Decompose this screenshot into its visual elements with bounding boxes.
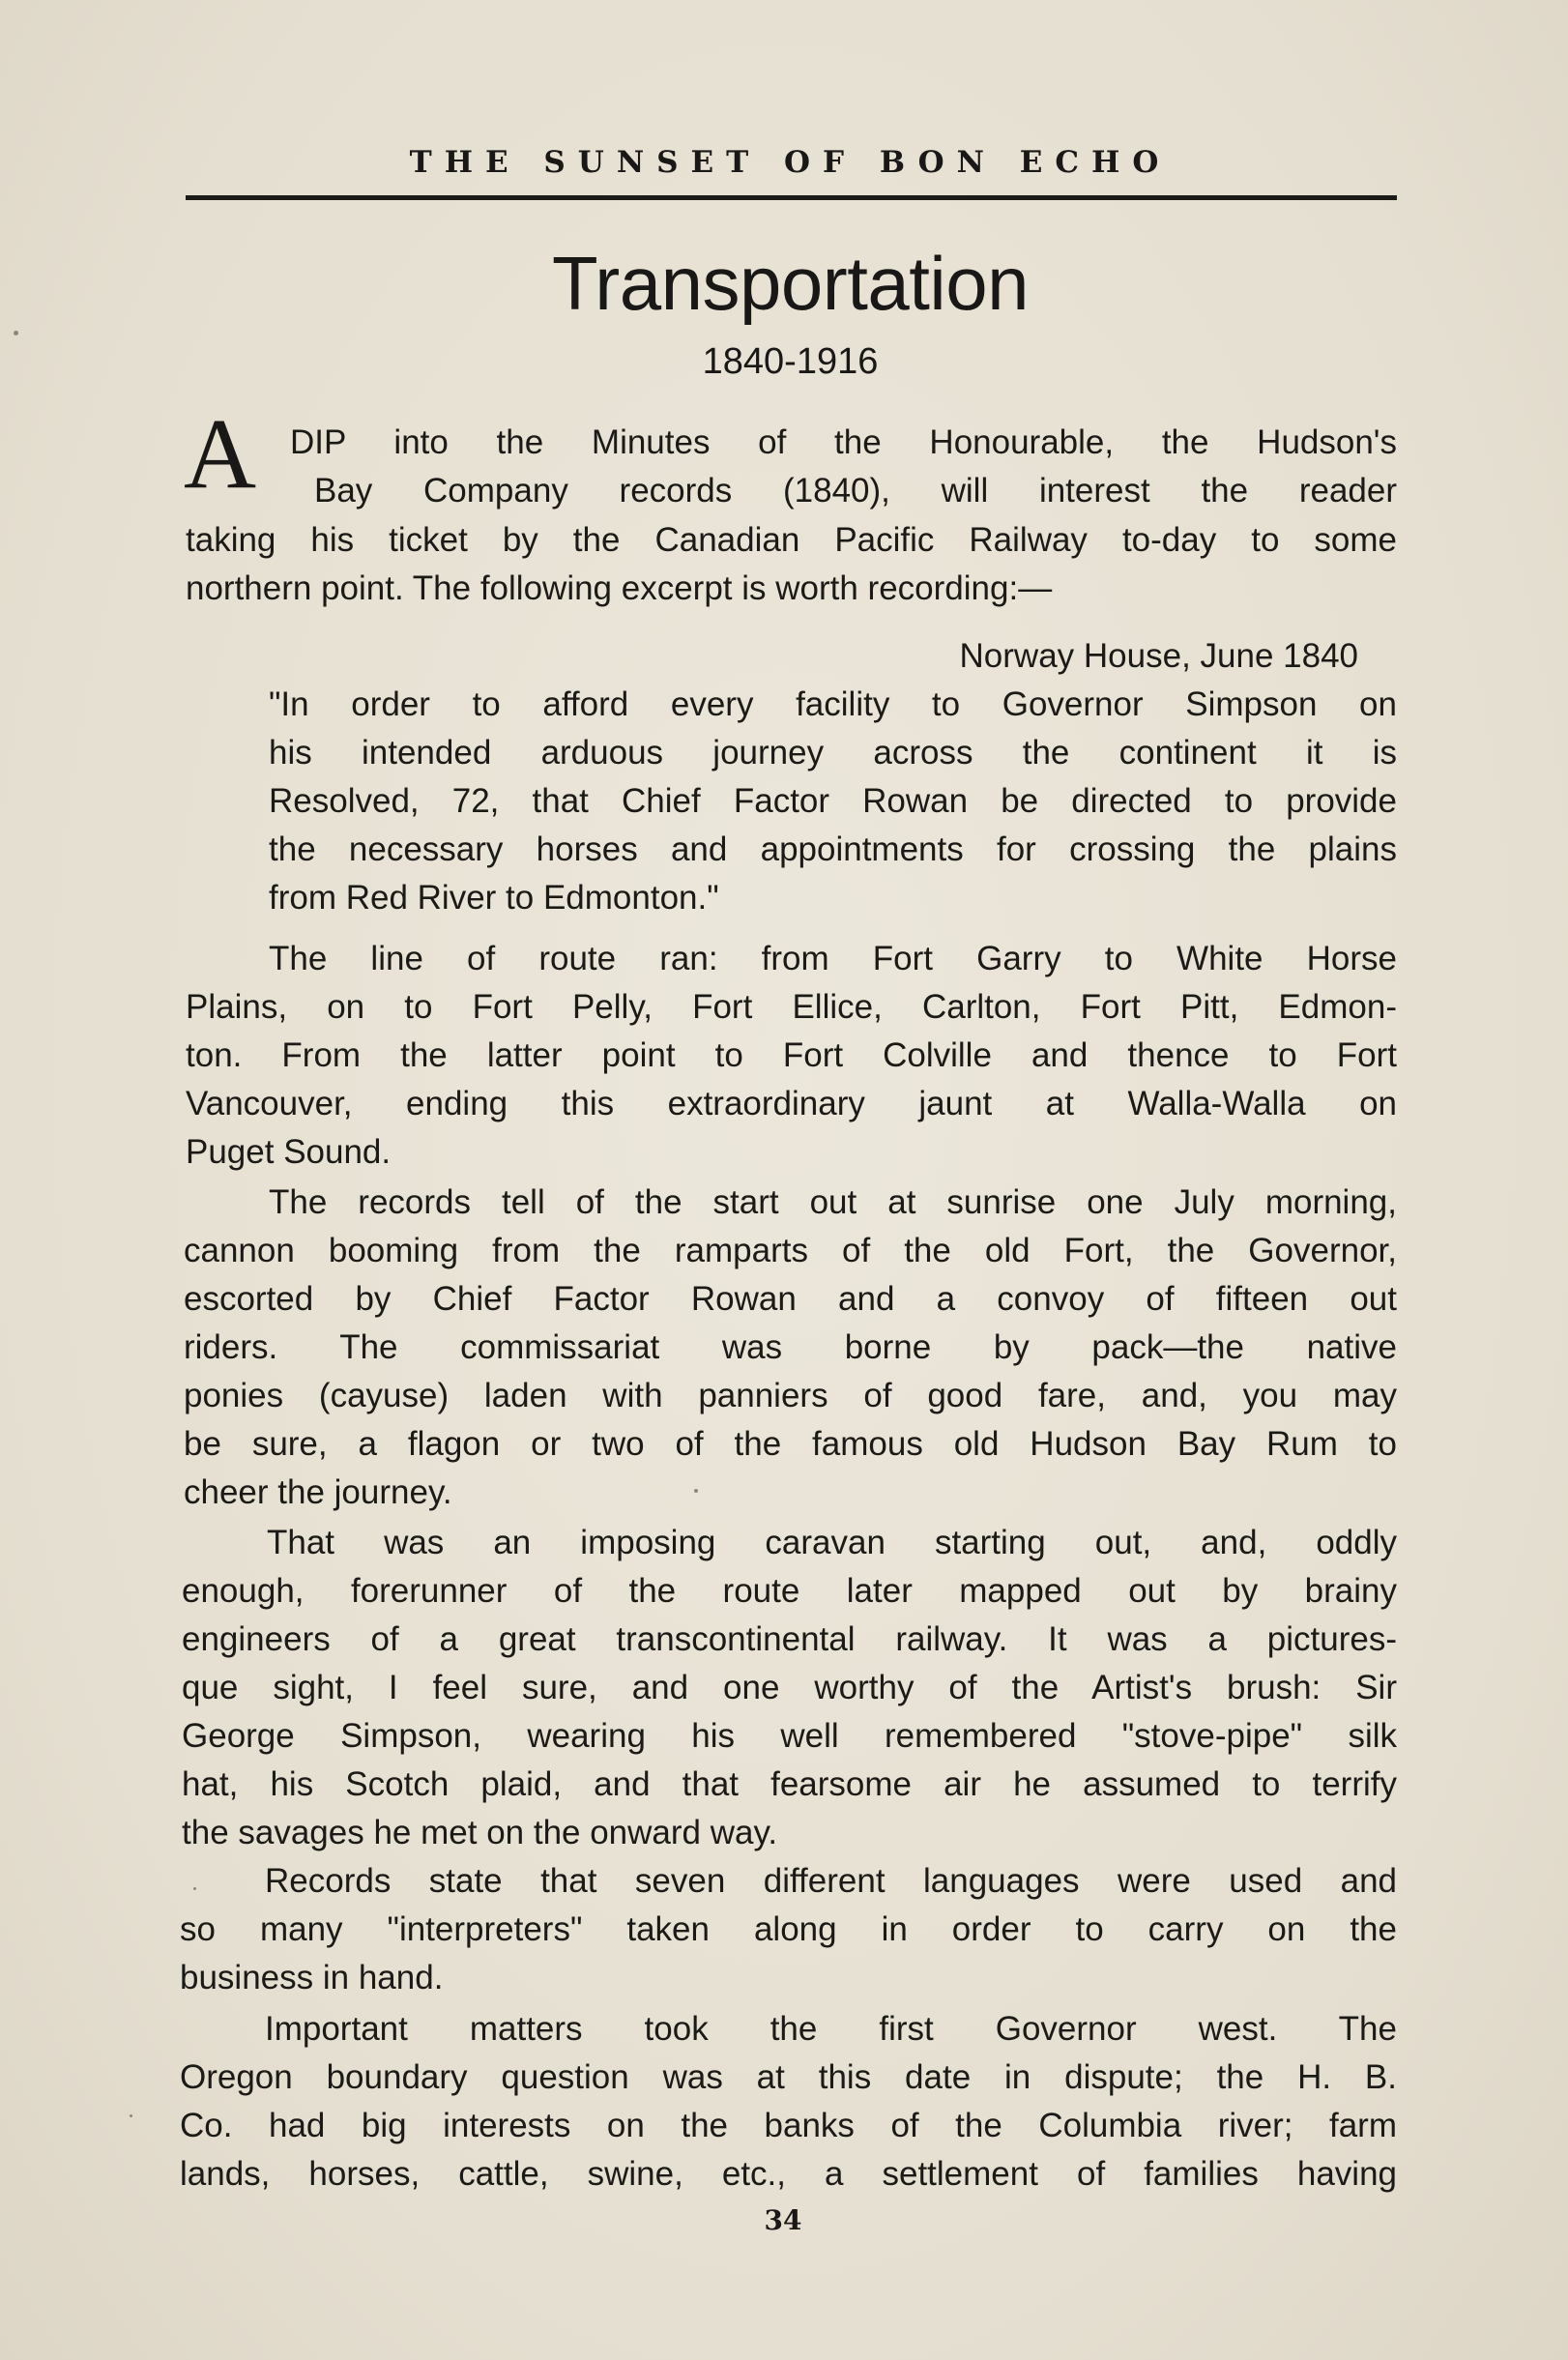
paragraph-3-line: cannon booming from the ramparts of the old Fort, the Governor, [184, 1232, 1397, 1269]
paragraph-3-line: ponies (cayuse) laden with panniers of good fare, and, you may [184, 1377, 1397, 1414]
header-rule [186, 195, 1397, 200]
paragraph-6-line: lands, horses, cattle, swine, etc., a settlement of families having [180, 2155, 1397, 2193]
paragraph-4-line: enough, forerunner of the route later mapped out by brainy [182, 1572, 1397, 1610]
paragraph-6-line: Important matters took the first Governor west. The [265, 2010, 1397, 2048]
article-title: Transportation [551, 241, 1030, 326]
paragraph-4-line: That was an imposing caravan starting out, and, oddly [267, 1524, 1397, 1561]
quote-line: the necessary horses and appointments for crossing the plains [269, 830, 1397, 868]
paper-speck [694, 1489, 698, 1493]
paragraph-5-line: so many "interpreters" taken along in order to carry on the [180, 1910, 1397, 1948]
paragraph-4-line: hat, his Scotch plaid, and that fearsome air he assumed to terrify [182, 1765, 1397, 1803]
paragraph-1-line: Bay Company records (1840), will interest the reader [314, 472, 1397, 510]
paragraph-4-line: the savages he met on the onward way. [182, 1814, 778, 1851]
paragraph-6-line: Oregon boundary question was at this date in dispute; the H. B. [180, 2058, 1397, 2096]
paragraph-2-line: Plains, on to Fort Pelly, Fort Ellice, Carlton, Fort Pitt, Edmon- [186, 988, 1397, 1026]
paragraph-6-line: Co. had big interests on the banks of the Columbia river; farm [180, 2107, 1397, 2144]
paragraph-3-line: escorted by Chief Factor Rowan and a convoy of fifteen out [184, 1280, 1397, 1318]
drop-cap: A [184, 398, 257, 510]
paragraph-1-line: DIP into the Minutes of the Honourable, the Hudson's [290, 423, 1397, 461]
paragraph-1-line: northern point. The following excerpt is worth recording:— [186, 569, 1053, 607]
quote-line: Resolved, 72, that Chief Factor Rowan be directed to provide [269, 782, 1397, 820]
quote-line: "In order to afford every facility to Governor Simpson on [269, 685, 1397, 723]
paragraph-4-line: George Simpson, wearing his well remembered "stove-pipe" silk [182, 1717, 1397, 1755]
quote-line: his intended arduous journey across the continent it is [269, 734, 1397, 772]
paragraph-2-line: Puget Sound. [186, 1133, 392, 1171]
paragraph-3-line: cheer the journey. [184, 1473, 452, 1511]
paragraph-5-line: Records state that seven different languages were used and [265, 1862, 1397, 1900]
paragraph-2-line: Vancouver, ending this extraordinary jaunt at Walla-Walla on [186, 1085, 1397, 1122]
paragraph-5-line: business in hand. [180, 1959, 444, 1996]
quote-line: from Red River to Edmonton." [269, 879, 719, 917]
article-subtitle: 1840-1916 [702, 341, 879, 382]
paragraph-2-line: The line of route ran: from Fort Garry to White Horse [269, 940, 1397, 977]
running-head: THE SUNSET OF BON ECHO [409, 145, 1172, 180]
paragraph-1-line: taking his ticket by the Canadian Pacific Railway to-day to some [186, 521, 1397, 559]
page-number: 34 [764, 2204, 802, 2236]
paragraph-4-line: engineers of a great transcontinental railway. It was a pictures- [182, 1620, 1397, 1658]
quote-dateline: Norway House, June 1840 [959, 637, 1358, 675]
paragraph-3-line: The records tell of the start out at sunrise one July morning, [269, 1183, 1397, 1221]
paragraph-2-line: ton. From the latter point to Fort Colville and thence to Fort [186, 1036, 1397, 1074]
paragraph-3-line: be sure, a flagon or two of the famous old Hudson Bay Rum to [184, 1425, 1397, 1463]
paper-speck [193, 1887, 196, 1890]
paper-speck [14, 331, 18, 335]
paragraph-3-line: riders. The commissariat was borne by pack—the native [184, 1328, 1397, 1366]
paragraph-4-line: que sight, I feel sure, and one worthy of the Artist's brush: Sir [182, 1669, 1397, 1706]
paper-speck [130, 2114, 132, 2117]
